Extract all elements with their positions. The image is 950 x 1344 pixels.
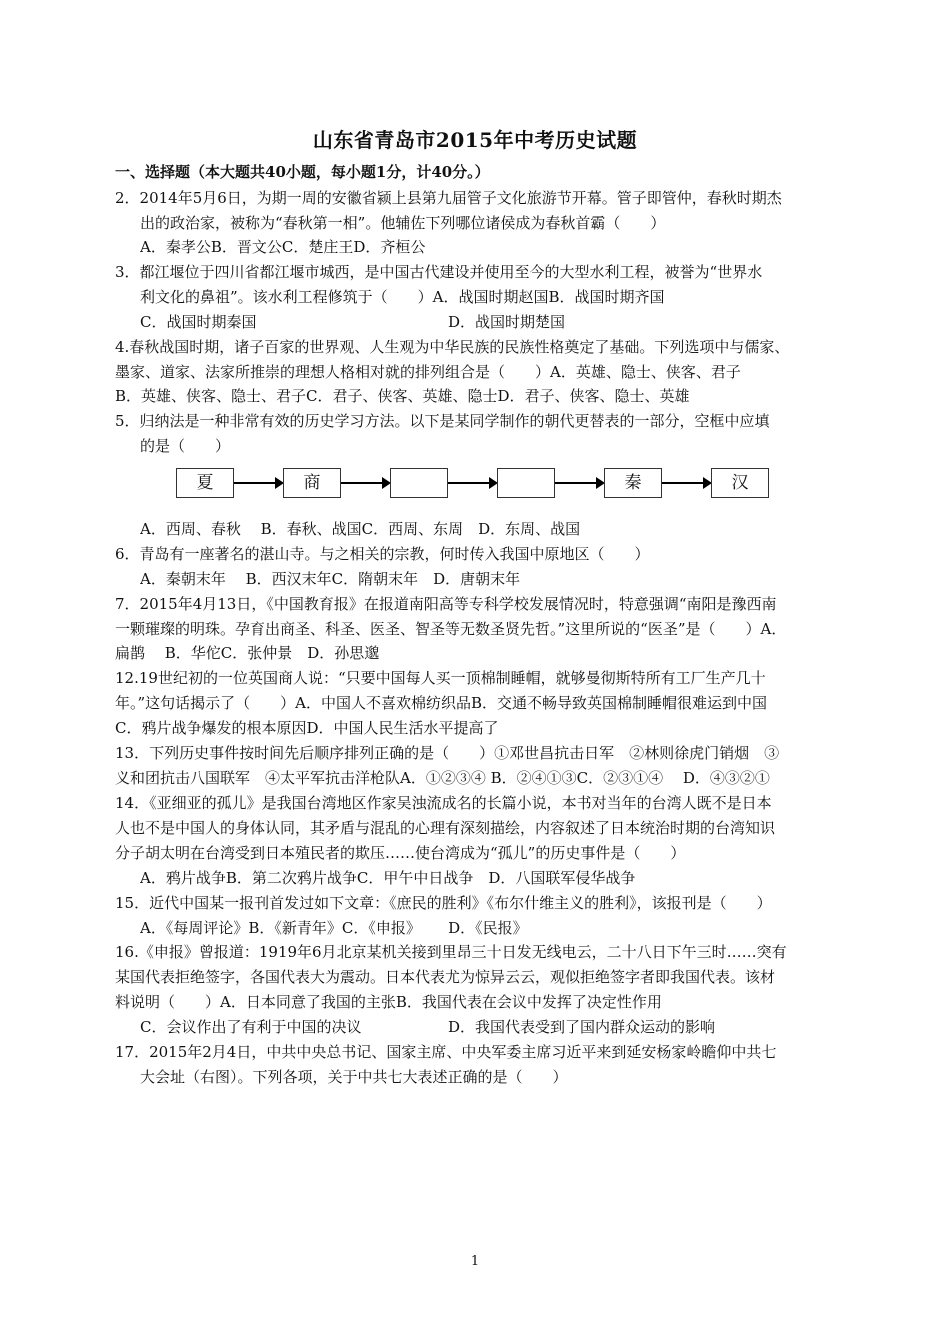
dynasty-box-qin: 秦 bbox=[604, 468, 662, 498]
q16-line1: 16.《申报》曾报道：1919年6月北京某机关接到里昂三十日发无线电云，二十八日下午三时……突有 bbox=[115, 943, 787, 961]
dynasty-box-shang: 商 bbox=[283, 468, 341, 498]
q3-option-c: C．战国时期秦国 bbox=[140, 313, 257, 331]
page-number: 1 bbox=[470, 1254, 480, 1269]
flow-arrow bbox=[662, 482, 710, 484]
q16-option-c: C．会议作出了有利于中国的决议 bbox=[140, 1018, 362, 1036]
q12-line3: C．鸦片战争爆发的根本原因D．中国人民生活水平提高了 bbox=[115, 719, 499, 737]
q5-options: A．西周、春秋 B．春秋、战国C．西周、东周 D．东周、战国 bbox=[140, 520, 581, 538]
q16-line2: 某国代表拒绝签字，各国代表大为震动。日本代表尤为惊异云云，观似拒绝签字者即我国代表。该材 bbox=[115, 968, 776, 986]
q14-line2: 人也不是中国人的身体认同，其矛盾与混乱的心理有深刻描绘，内容叙述了日本统治时期的台湾知识 bbox=[115, 819, 776, 837]
dynasty-box-han: 汉 bbox=[711, 468, 769, 498]
q4-line3: B．英雄、侠客、隐士、君子C．君子、侠客、英雄、隐士D．君子、侠客、隐士、英雄 bbox=[115, 387, 690, 405]
q16-line3: 料说明（ ）A．日本同意了我国的主张B．我国代表在会议中发挥了决定性作用 bbox=[115, 993, 662, 1011]
q4-line1: 4.春秋战国时期，诸子百家的世界观、人生观为中华民族的民族性格奠定了基础。下列选项中与儒家、 bbox=[115, 338, 790, 356]
dynasty-box-blank-2 bbox=[497, 468, 555, 498]
q7-line3: 扁鹊 B．华佗C．张仲景 D．孙思邈 bbox=[115, 644, 380, 662]
q14-line3: 分子胡太明在台湾受到日本殖民者的欺压……使台湾成为“孤儿”的历史事件是（ ） bbox=[115, 844, 686, 862]
q15-options: A．《每周评论》B．《新青年》C．《申报》 D．《民报》 bbox=[140, 919, 528, 937]
dynasty-box-xia: 夏 bbox=[176, 468, 234, 498]
q7-line2: 一颗璀璨的明珠。孕育出商圣、科圣、医圣、智圣等无数圣贤先哲。”这里所说的“医圣”是（ ）A． bbox=[115, 620, 787, 638]
q6-options: A．秦朝末年 B．西汉末年C．隋朝末年 D．唐朝末年 bbox=[140, 570, 521, 588]
section-heading: 一、选择题（本大题共40小题，每小题1分，计40分。） bbox=[115, 163, 490, 181]
q4-line2: 墨家、道家、法家所推崇的理想人格相对就的排列组合是（ ）A．英雄、隐士、侠客、君子 bbox=[115, 363, 741, 381]
dynasty-box-blank-1 bbox=[390, 468, 448, 498]
q12-line2: 年。”这句话揭示了（ ）A．中国人不喜欢棉纺织品B．交通不畅导致英国棉制睡帽很难运到中国 bbox=[115, 694, 768, 712]
q3-option-d: D．战国时期楚国 bbox=[448, 313, 566, 331]
q6-line1: 6．青岛有一座著名的湛山寺。与之相关的宗教，何时传入我国中原地区（ ） bbox=[115, 545, 650, 563]
q2-line2: 出的政治家，被称为“春秋第一相”。他辅佐下列哪位诸侯成为春秋首霸（ ） bbox=[140, 214, 666, 232]
flow-arrow bbox=[555, 482, 603, 484]
q7-line1: 7．2015年4月13日，《中国教育报》在报道南阳高等专科学校发展情况时，特意强调“南阳是豫西南 bbox=[115, 595, 777, 613]
q15-line1: 15．近代中国某一报刊首发过如下文章：《庶民的胜利》《布尔什维主义的胜利》，该报刊是（ ） bbox=[115, 894, 772, 912]
q3-line2: 利文化的鼻祖”。该水利工程修筑于（ ）A．战国时期赵国B．战国时期齐国 bbox=[140, 288, 665, 306]
q17-line2: 大会址（右图）。下列各项，关于中共七大表述正确的是（ ） bbox=[140, 1068, 568, 1086]
q5-line1: 5．归纳法是一种非常有效的历史学习方法。以下是某同学制作的朝代更替表的一部分，空框中应填 bbox=[115, 412, 770, 430]
q12-line1: 12.19世纪初的一位英国商人说：“只要中国每人买一顶棉制睡帽，就够曼彻斯特所有工厂生产几十 bbox=[115, 669, 766, 687]
q2-options: A．秦孝公B．晋文公C．楚庄王D．齐桓公 bbox=[140, 238, 426, 256]
flow-arrow bbox=[448, 482, 496, 484]
q14-line1: 14．《亚细亚的孤儿》是我国台湾地区作家吴浊流成名的长篇小说，本书对当年的台湾人既不是日本 bbox=[115, 794, 772, 812]
q13-line1: 13．下列历史事件按时间先后顺序排列正确的是（ ）①邓世昌抗击日军 ②林则徐虎门销烟 ③ bbox=[115, 744, 780, 762]
q5-line2: 的是（ ） bbox=[140, 437, 231, 455]
page-title: 山东省青岛市2015年中考历史试题 bbox=[312, 128, 638, 152]
q3-line1: 3．都江堰位于四川省都江堰市城西，是中国古代建设并使用至今的大型水利工程，被誉为“世界水 bbox=[115, 263, 763, 281]
dynasty-flowchart bbox=[176, 466, 776, 506]
q17-line1: 17．2015年2月4日，中共中央总书记、国家主席、中央军委主席习近平来到延安杨家岭瞻仰中共七 bbox=[115, 1043, 777, 1061]
q16-option-d: D．我国代表受到了国内群众运动的影响 bbox=[448, 1018, 716, 1036]
flow-arrow bbox=[341, 482, 389, 484]
q14-options: A．鸦片战争B．第二次鸦片战争C．甲午中日战争 D．八国联军侵华战争 bbox=[140, 869, 636, 887]
q2-line1: 2．2014年5月6日，为期一周的安徽省颍上县第九届管子文化旅游节开幕。管子即管仲，春秋时期杰 bbox=[115, 189, 782, 207]
q13-line2: 义和团抗击八国联军 ④太平军抗击洋枪队A．①②③④ B．②④①③C．②③①④ D．④③②① bbox=[115, 769, 770, 787]
flow-arrow bbox=[234, 482, 282, 484]
